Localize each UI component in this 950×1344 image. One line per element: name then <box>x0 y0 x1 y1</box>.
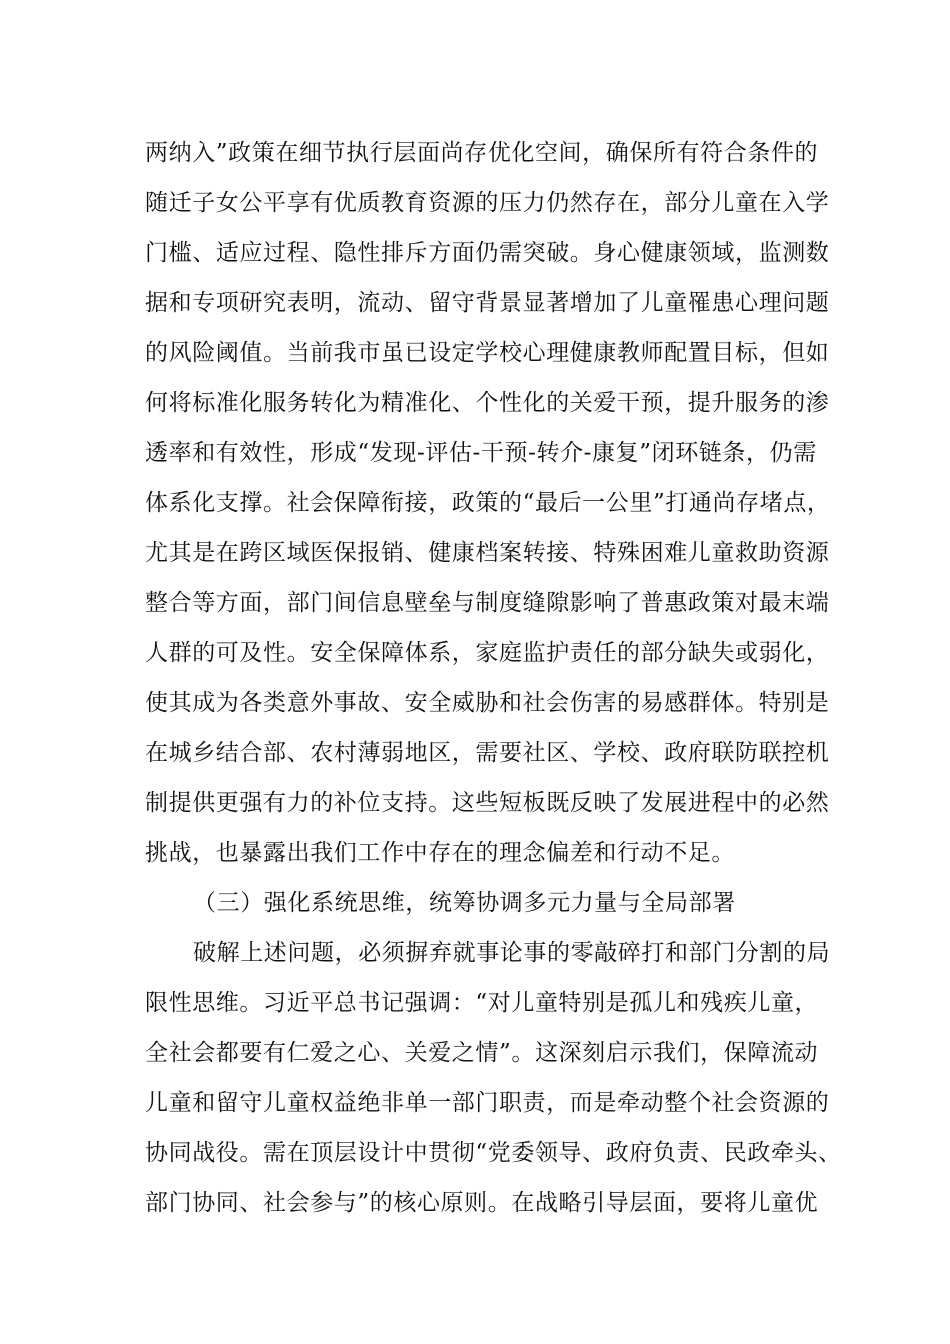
body-text-line: 两纳入”政策在细节执行层面尚存优化空间，确保所有符合条件的 <box>145 140 819 166</box>
body-text-line: 制提供更强有力的补位支持。这些短板既反映了发展进程中的必然 <box>145 790 830 816</box>
body-text-line: 部门协同、社会参与”的核心原则。在战略引导层面，要将儿童优 <box>145 1190 819 1216</box>
body-text-line: 人群的可及性。安全保障体系，家庭监护责任的部分缺失或弱化， <box>145 640 830 666</box>
body-text-line: 挑战，也暴露出我们工作中存在的理念偏差和行动不足。 <box>145 840 735 866</box>
body-text-line: 透率和有效性，形成“发现-评估-干预-转介-康复”闭环链条，仍需 <box>145 440 817 466</box>
body-text-line: 据和专项研究表明，流动、留守背景显著增加了儿童罹患心理问题 <box>145 290 830 316</box>
body-text-line: 在城乡结合部、农村薄弱地区，需要社区、学校、政府联防联控机 <box>145 740 830 766</box>
body-text-line: 门槛、适应过程、隐性排斥方面仍需突破。身心健康领域，监测数 <box>145 240 830 266</box>
body-text-line: 协同战役。需在顶层设计中贯彻“党委领导、政府负责、民政牵头、 <box>145 1140 842 1166</box>
section-heading: （三）强化系统思维，统筹协调多元力量与全局部署 <box>193 890 736 916</box>
body-text-line: 尤其是在跨区域医保报销、健康档案转接、特殊困难儿童救助资源 <box>145 540 830 566</box>
body-text-line: 使其成为各类意外事故、安全威胁和社会伤害的易感群体。特别是 <box>145 690 830 716</box>
body-text-line: 体系化支撑。社会保障衔接，政策的“最后一公里”打通尚存堵点， <box>145 490 831 516</box>
body-text-line: 限性思维。习近平总书记强调：“对儿童特别是孤儿和残疾儿童， <box>145 990 819 1016</box>
body-text-line: 的风险阈值。当前我市虽已设定学校心理健康教师配置目标，但如 <box>145 340 830 366</box>
paragraph-first-line: 破解上述问题，必须摒弃就事论事的零敲碎打和部门分割的局 <box>193 940 831 966</box>
body-text-line: 何将标准化服务转化为精准化、个性化的关爱干预，提升服务的渗 <box>145 390 830 416</box>
body-text-line: 随迁子女公平享有优质教育资源的压力仍然存在，部分儿童在入学 <box>145 190 830 216</box>
body-text-line: 整合等方面，部门间信息壁垒与制度缝隙影响了普惠政策对最末端 <box>145 590 830 616</box>
body-text-line: 儿童和留守儿童权益绝非单一部门职责，而是牵动整个社会资源的 <box>145 1090 830 1116</box>
body-text-line: 全社会都要有仁爱之心、关爱之情”。这深刻启示我们，保障流动 <box>145 1040 819 1066</box>
